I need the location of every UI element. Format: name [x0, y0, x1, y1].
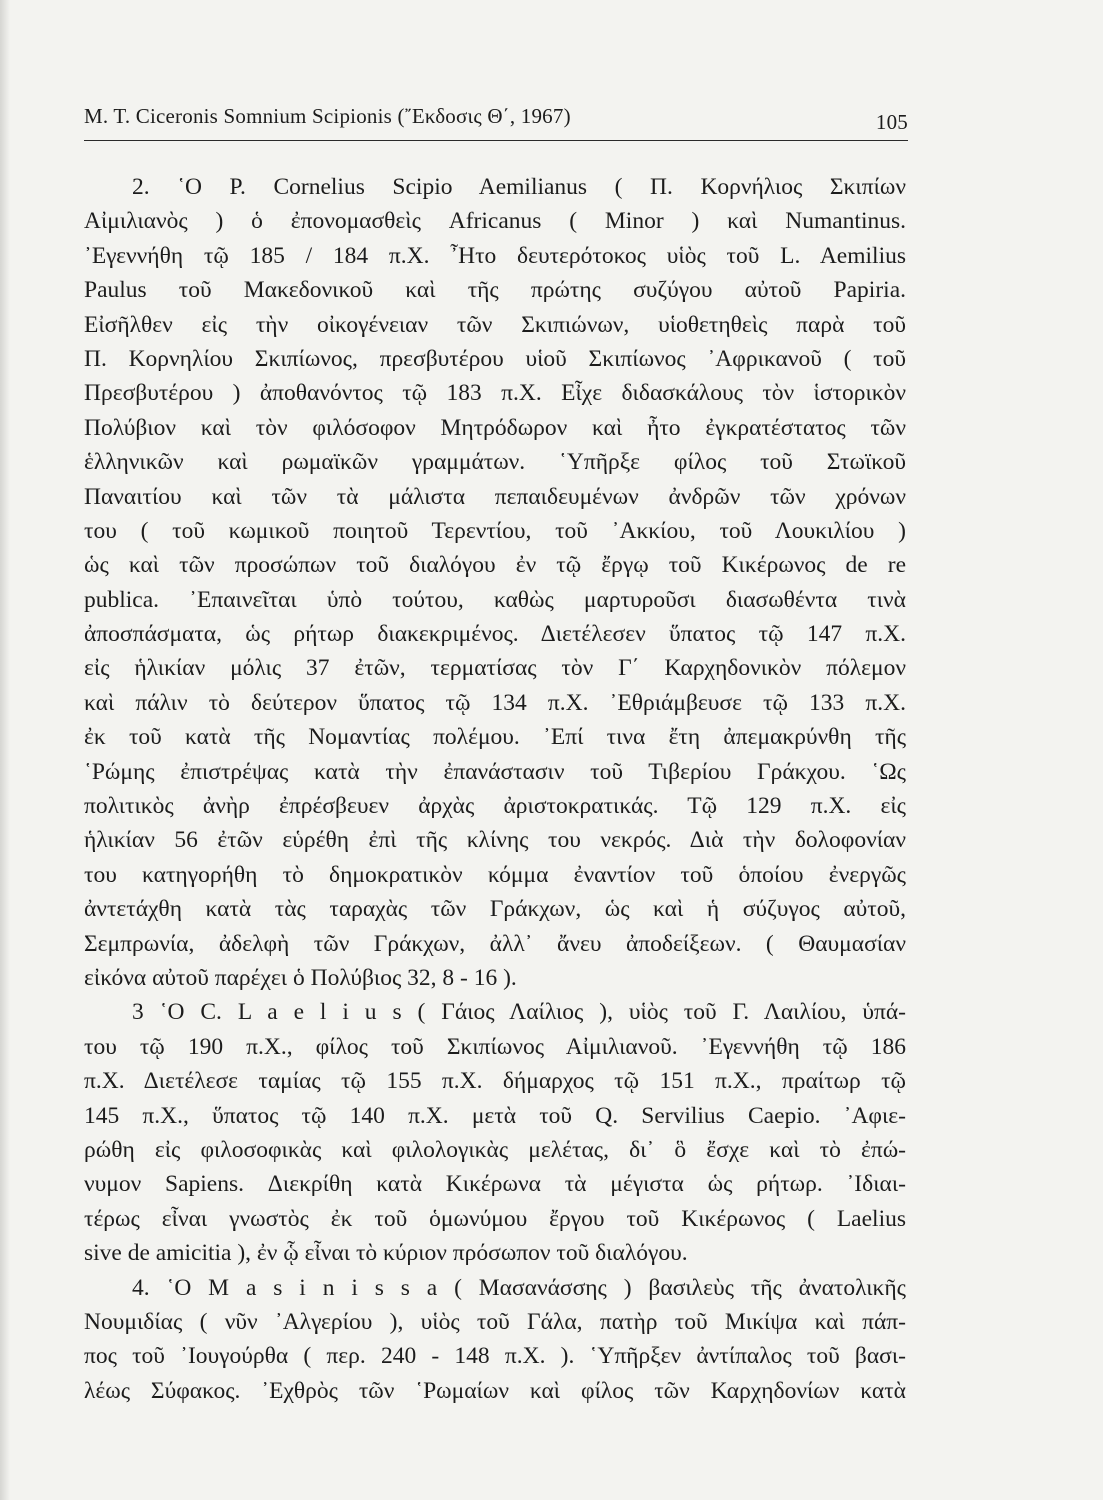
page-edge-shadow [0, 0, 10, 1500]
text-line: νυμον Sapiens. Διεκρίθη κατὰ Κικέρωνα τὰ μέγιστα ὡς ρήτωρ. ᾿Ιδιαι- [84, 1171, 906, 1198]
text-line: ᾿Εγεννήθη τῷ 185 / 184 π.Χ. ῏Ητο δευτερότοκος υἱὸς τοῦ L. Aemilius [84, 242, 906, 269]
text-line: του ( τοῦ κωμικοῦ ποιητοῦ Τερεντίου, τοῦ ᾿Ακκίου, τοῦ Λουκιλίου ) [84, 517, 906, 544]
text-line: 3 ῾Ο C. L a e l i u s ( Γάιος Λαίλιος ), υἱὸς τοῦ Γ. Λαιλίου, ὑπά- [132, 999, 906, 1026]
text-line: πος τοῦ ᾿Ιουγούρθα ( περ. 240 - 148 π.Χ. ). ῾Υπῆρξεν ἀντίπαλος τοῦ βασι- [84, 1343, 906, 1370]
text-line: ἀντετάχθη κατὰ τὰς ταραχὰς τῶν Γράκχων, ὡς καὶ ἡ σύζυγος αὐτοῦ, [84, 896, 906, 923]
text-line: 145 π.Χ., ὕπατος τῷ 140 π.Χ. μετὰ τοῦ Q. Servilius Caepio. ᾿Αφιε- [84, 1102, 906, 1129]
page-number: 105 [875, 110, 908, 134]
text-line: του τῷ 190 π.Χ., φίλος τοῦ Σκιπίωνος Αἰμιλιανοῦ. ᾿Εγεννήθη τῷ 186 [84, 1033, 906, 1060]
text-line: εἰς ἡλικίαν μόλις 37 ἐτῶν, τερματίσας τὸν Γ΄ Καρχηδονικὸν πόλεμον [84, 655, 906, 682]
text-line: ἐκ τοῦ κατὰ τῆς Νομαντίας πολέμου. ᾿Επί τινα ἔτη ἀπεμακρύνθη τῆς [84, 724, 906, 751]
header-rule [84, 140, 908, 141]
text-line: π.Χ. Διετέλεσε ταμίας τῷ 155 π.Χ. δήμαρχος τῷ 151 π.Χ., πραίτωρ τῷ [84, 1068, 906, 1095]
text-line: ἡλικίαν 56 ἐτῶν εὑρέθη ἐπὶ τῆς κλίνης του νεκρός. Διὰ τὴν δολοφονίαν [84, 827, 906, 854]
text-line: ἀποσπάσματα, ὡς ρήτωρ διακεκριμένος. Διετέλεσεν ὕπατος τῷ 147 π.Χ. [84, 621, 906, 648]
text-line: λέως Σύφακος. ᾿Εχθρὸς τῶν ῾Ρωμαίων καὶ φίλος τῶν Καρχηδονίων κατὰ [84, 1377, 906, 1404]
text-line: ὡς καὶ τῶν προσώπων τοῦ διαλόγου ἐν τῷ ἔργῳ τοῦ Κικέρωνος de re [84, 552, 906, 579]
text-line: Π. Κορνηλίου Σκιπίωνος, πρεσβυτέρου υἱοῦ Σκιπίωνος ᾿Αφρικανοῦ ( τοῦ [84, 345, 906, 372]
text-line: Πρεσβυτέρου ) ἀποθανόντος τῷ 183 π.Χ. Εἶχε διδασκάλους τὸν ἱστορικὸν [84, 380, 906, 407]
running-title: M. T. Ciceronis Somnium Scipionis (῎Εκδοσις Θ΄, 1967) [84, 104, 571, 128]
text-line: Νουμιδίας ( νῦν ᾿Αλγερίου ), υἱὸς τοῦ Γάλα, πατὴρ τοῦ Μικίψα καὶ πάπ- [84, 1308, 906, 1335]
text-line: Πολύβιον καὶ τὸν φιλόσοφον Μητρόδωρον καὶ ἦτο ἐγκρατέστατος τῶν [84, 414, 906, 441]
text-line: 4. ῾Ο M a s i n i s s a ( Μασανάσσης ) βασιλεὺς τῆς ἀνατολικῆς [132, 1274, 906, 1301]
text-line: Paulus τοῦ Μακεδονικοῦ καὶ τῆς πρώτης συζύγου αὐτοῦ Papiria. [84, 277, 906, 304]
text-line: sive de amicitia ), ἐν ᾧ εἶναι τὸ κύριον πρόσωπον τοῦ διαλόγου. [84, 1240, 688, 1267]
text-line: ῾Ρώμης ἐπιστρέψας κατὰ τὴν ἐπανάστασιν τοῦ Τιβερίου Γράκχου. ῾Ως [84, 758, 906, 785]
text-line: εἰκόνα αὐτοῦ παρέχει ὁ Πολύβιος 32, 8 - 16 ). [84, 964, 517, 991]
text-line: τέρως εἶναι γνωστὸς ἐκ τοῦ ὁμωνύμου ἔργου τοῦ Κικέρωνος ( Laelius [84, 1205, 906, 1232]
text-line: 2. ῾Ο P. Cornelius Scipio Aemilianus ( Π. Κορνήλιος Σκιπίων [132, 174, 906, 200]
text-line: Παναιτίου καὶ τῶν τὰ μάλιστα πεπαιδευμένων ἀνδρῶν τῶν χρόνων [84, 483, 906, 510]
text-line: καὶ πάλιν τὸ δεύτερον ὕπατος τῷ 134 π.Χ. ᾿Εθριάμβευσε τῷ 133 π.Χ. [84, 689, 906, 716]
text-line: Εἰσῆλθεν εἰς τὴν οἰκογένειαν τῶν Σκιπιώνων, υἱοθετηθεὶς παρὰ τοῦ [84, 311, 906, 338]
body-text [84, 170, 906, 1408]
text-line: ρώθη εἰς φιλοσοφικὰς καὶ φιλολογικὰς μελέτας, δι᾿ ὃ ἔσχε καὶ τὸ ἐπώ- [84, 1136, 906, 1163]
text-line: ἑλληνικῶν καὶ ρωμαϊκῶν γραμμάτων. ῾Υπῆρξε φίλος τοῦ Στωϊκοῦ [84, 449, 906, 476]
running-header [84, 102, 908, 132]
text-line: Αἰμιλιανὸς ) ὁ ἐπονομασθεὶς Africanus ( Minor ) καὶ Numantinus. [84, 208, 906, 235]
text-line: Σεμπρωνία, ἀδελφὴ τῶν Γράκχων, ἀλλ᾿ ἄνευ ἀποδείξεων. ( Θαυμασίαν [84, 930, 906, 957]
text-line: publica. ᾿Επαινεῖται ὑπὸ τούτου, καθὼς μαρτυροῦσι διασωθέντα τινὰ [84, 586, 906, 613]
text-line: του κατηγορήθη τὸ δημοκρατικὸν κόμμα ἐναντίον τοῦ ὁποίου ἐνεργῶς [84, 861, 906, 888]
text-line: πολιτικὸς ἀνὴρ ἐπρέσβευεν ἀρχὰς ἀριστοκρατικάς. Τῷ 129 π.Χ. εἰς [84, 793, 906, 820]
